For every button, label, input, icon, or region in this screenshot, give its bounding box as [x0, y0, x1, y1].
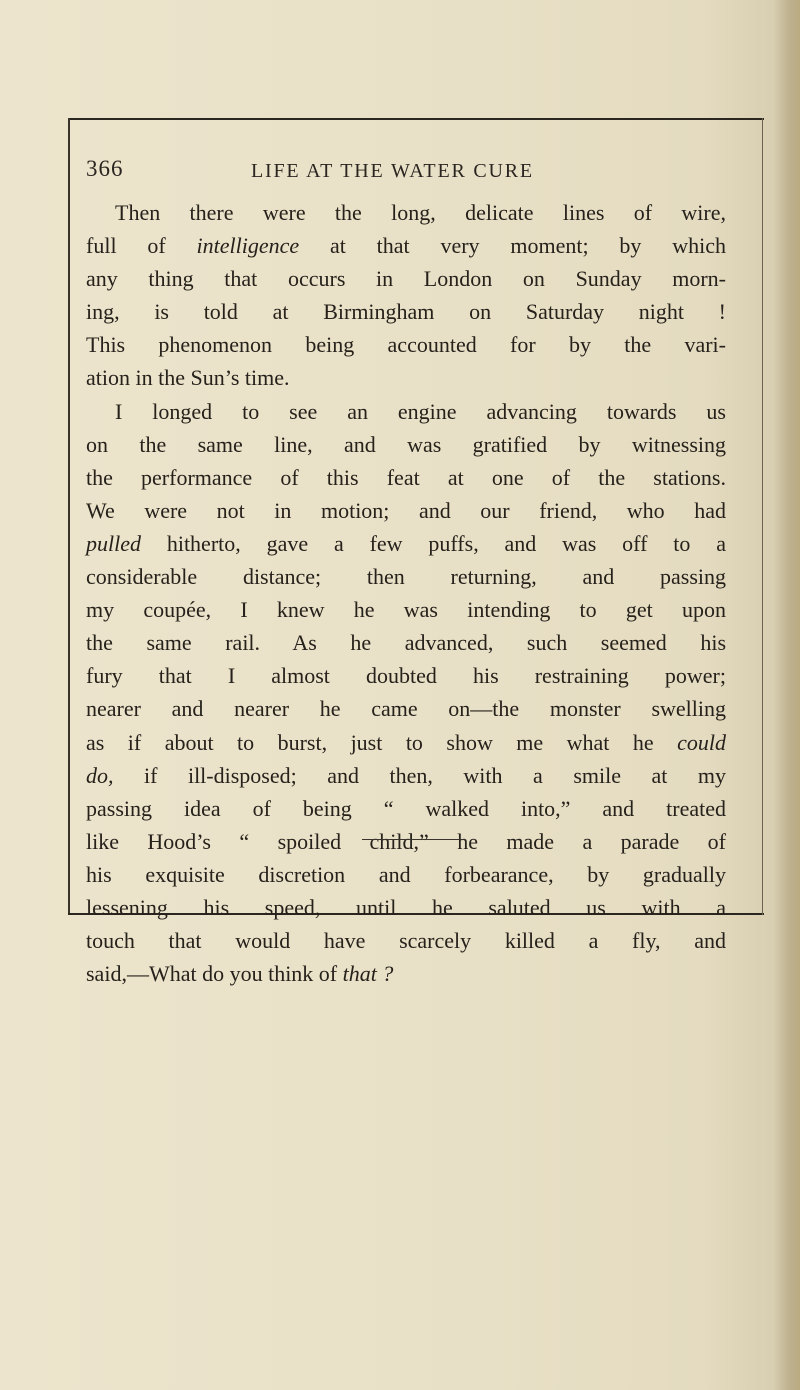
- page-edge-shadow: [774, 0, 800, 1390]
- text-line: the performance of this feat at one of the stations.: [86, 464, 726, 490]
- frame-top-rule: [68, 118, 764, 120]
- text-line: ing, is told at Birmingham on Saturday night !: [86, 299, 726, 325]
- end-rule: [362, 839, 465, 840]
- text-line: on the same line, and was gratified by witnessing: [86, 431, 726, 457]
- text-line: like Hood’s “ spoiled child,” he made a parade of: [86, 828, 726, 854]
- page-number: 366: [86, 156, 124, 181]
- text-line: the same rail. As he advanced, such seemed his: [86, 630, 726, 656]
- text-line: said,—What do you think of that ?: [86, 961, 394, 987]
- text-line: fury that I almost doubted his restraining power;: [86, 663, 726, 689]
- italic-word: do,: [86, 762, 114, 788]
- frame-left-rule: [68, 118, 70, 915]
- italic-word: that ?: [342, 961, 394, 987]
- text-line: pulled hitherto, gave a few puffs, and was off to a: [86, 530, 726, 556]
- text-line: any thing that occurs in London on Sunday morn-: [86, 266, 726, 292]
- text-line: This phenomenon being accounted for by the vari-: [86, 332, 726, 358]
- text-line: as if about to burst, just to show me what he could: [86, 729, 726, 755]
- italic-word: pulled: [86, 530, 141, 556]
- text-line: lessening his speed, until he saluted us with a: [86, 894, 726, 920]
- text-line: my coupée, I knew he was intending to get upon: [86, 597, 726, 623]
- text-line: his exquisite discretion and forbearance, by gradually: [86, 861, 726, 887]
- text-line: full of intelligence at that very moment; by which: [86, 233, 726, 259]
- text-line: do, if ill-disposed; and then, with a smile at my: [86, 762, 726, 788]
- italic-word: intelligence: [196, 233, 300, 259]
- running-head: LIFE AT THE WATER CURE: [251, 160, 534, 182]
- text-line: Then there were the long, delicate lines of wire,: [115, 200, 726, 225]
- text-line: nearer and nearer he came on—the monster swelling: [86, 696, 726, 722]
- text-line: We were not in motion; and our friend, who had: [86, 497, 726, 523]
- text-line: considerable distance; then returning, and passing: [86, 564, 726, 590]
- body-text: [86, 196, 726, 990]
- frame-right-rule: [762, 118, 763, 915]
- text-line: ation in the Sun’s time.: [86, 365, 290, 391]
- text-line: passing idea of being “ walked into,” and treated: [86, 795, 726, 821]
- text-line: touch that would have scarcely killed a fly, and: [86, 928, 726, 954]
- text-line: I longed to see an engine advancing towards us: [115, 398, 726, 424]
- italic-word: could: [677, 729, 726, 755]
